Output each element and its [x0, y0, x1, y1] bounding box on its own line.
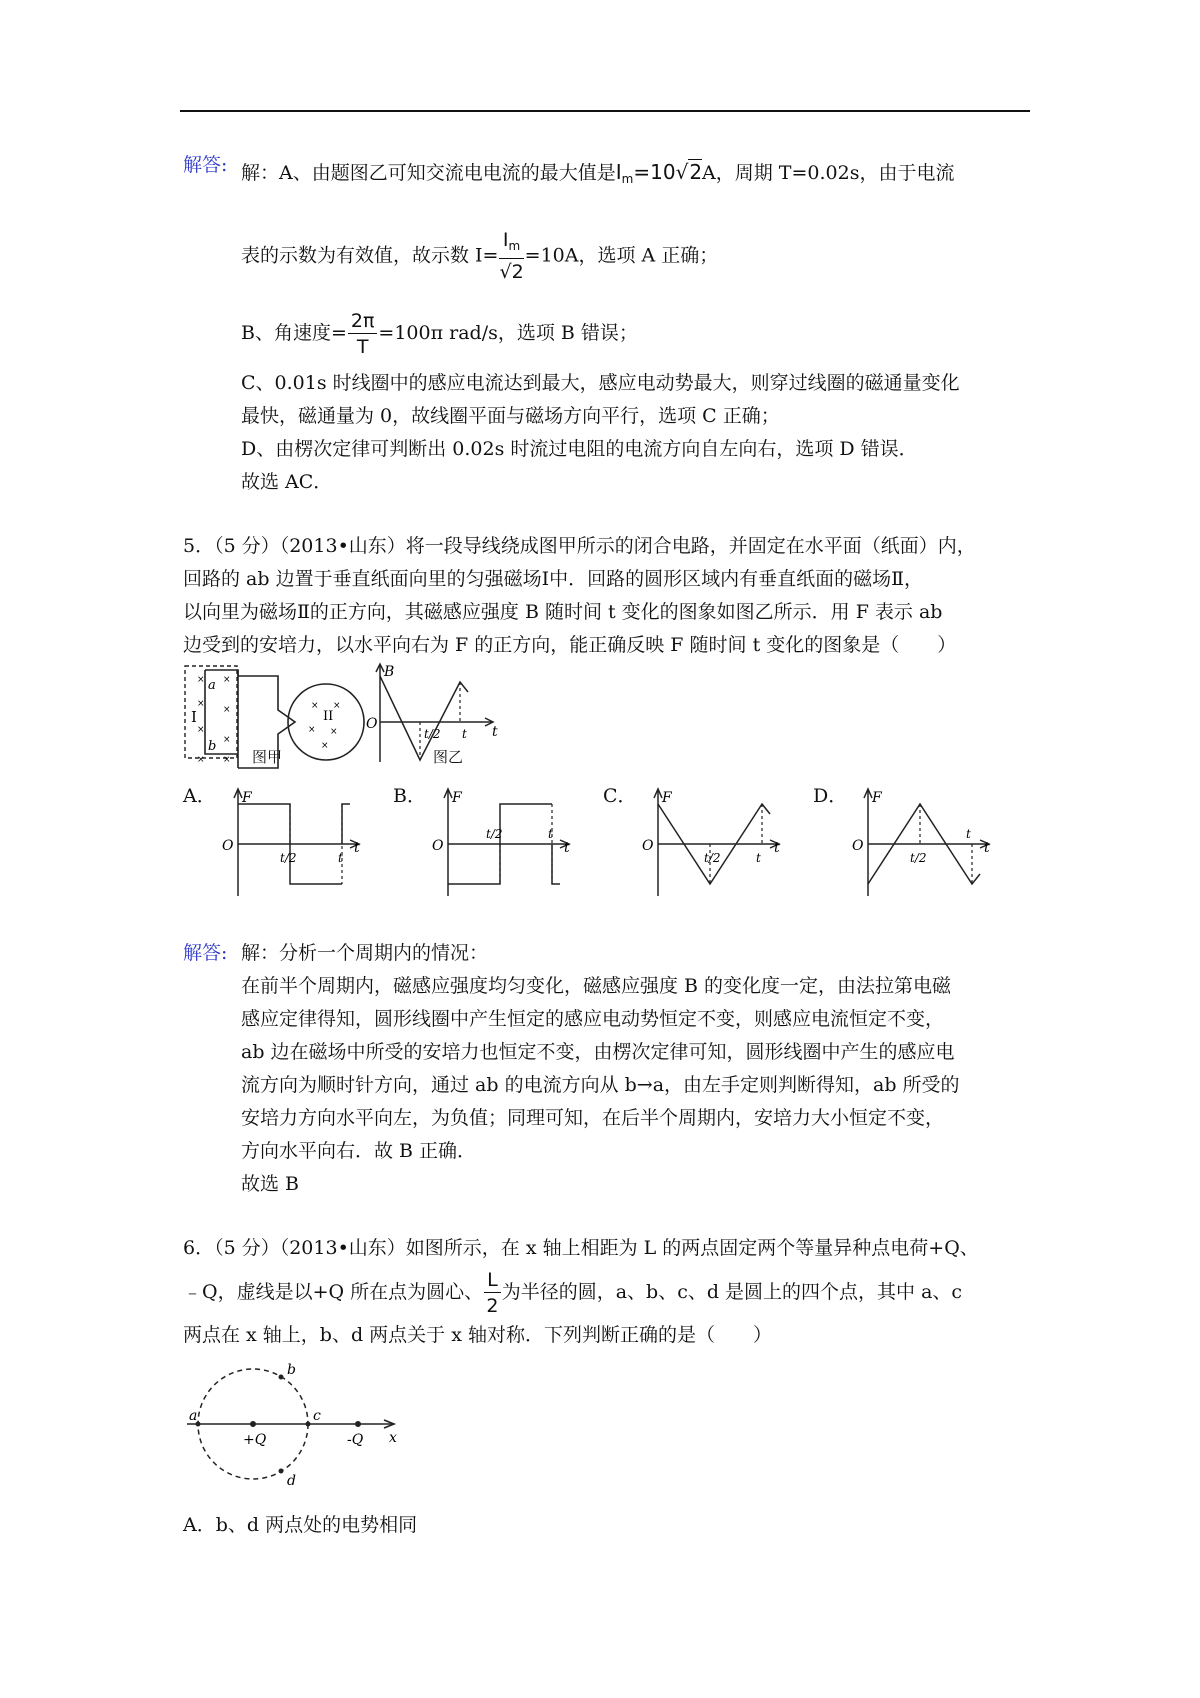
axis-b-label: B — [384, 664, 395, 680]
answer5-line8: 故选 B — [241, 1173, 300, 1195]
period-label: t — [966, 827, 971, 841]
half-period-label: t/2 — [910, 851, 927, 865]
option-b-letter: B． — [393, 785, 426, 807]
origin-label: O — [366, 716, 378, 732]
field-x-mark: × — [321, 741, 329, 751]
q5-line1: 5．（5 分）（2013•山东）将一段导线绕成图甲所示的闭合电路，并固定在水平面（纸面）内， — [183, 535, 976, 557]
half-period-label: t/2 — [280, 851, 297, 865]
answer5-line1: 解：分析一个周期内的情况： — [241, 942, 489, 964]
figure-yi-b-graph — [360, 662, 500, 770]
period-label: t — [548, 827, 553, 841]
q6-line2: ﹣Q，虚线是以+Q 所在点为圆心、 $\frac{L}{2}$ 为半径的圆，a、b、c、d 是圆上的四个点，其中 a、c — [183, 1268, 963, 1317]
axis-f-label: F — [662, 790, 672, 806]
answer4-line7: 故选 AC． — [241, 471, 333, 493]
option-c-letter: C． — [603, 785, 637, 807]
axis-t-label: t — [354, 840, 360, 856]
answer4-line4: C、0.01s 时线圈中的感应电流达到最大，感应电动势最大，则穿过线圈的磁通量变化 — [241, 372, 960, 394]
axis-x-label: x — [389, 1430, 397, 1446]
answer4-line1: 解：A、由题图乙可知交流电电流的最大值是$I_m=10√2A$，周期 T=0.02s，由于电流 — [241, 160, 955, 186]
answer5-line4: ab 边在磁场中所受的安培力也恒定不变，由楞次定律可知，圆形线圈中产生的感应电 — [241, 1041, 955, 1063]
option-a-graph — [218, 786, 368, 898]
answer5-line3: 感应定律得知，圆形线圈中产生恒定的感应电动势恒定不变，则感应电流恒定不变， — [241, 1008, 945, 1030]
answer4-line3: B、角速度= $\frac{2\pi}{T}$ =100π rad/s，选项 B 错误； — [241, 309, 638, 358]
answer5-label: 解答: — [183, 942, 228, 964]
field-x-mark: × — [311, 701, 319, 711]
option-d-graph — [848, 786, 998, 898]
origin-label: O — [852, 838, 864, 854]
field-x-mark: × — [223, 675, 231, 685]
point-b-label: b — [208, 739, 217, 754]
origin-label: O — [642, 838, 654, 854]
field-x-mark: × — [308, 725, 316, 735]
half-period-label: t/2 — [424, 727, 441, 741]
point-a-label: a — [208, 678, 216, 693]
answer4-line5: 最快，磁通量为 0，故线圈平面与磁场方向平行，选项 C 正确； — [241, 405, 780, 427]
q5-line2: 回路的 ab 边置于垂直纸面向里的匀强磁场Ⅰ中．回路的圆形区域内有垂直纸面的磁场Ⅱ， — [183, 568, 923, 590]
q5-line3: 以向里为磁场Ⅱ的正方向，其磁感应强度 B 随时间 t 变化的图象如图乙所示．用 F 表示 ab — [183, 601, 943, 623]
region-1-label: I — [191, 708, 197, 726]
header-rule — [180, 110, 1030, 112]
negative-charge-label: -Q — [347, 1432, 364, 1448]
answer4-line6: D、由楞次定律可判断出 0.02s 时流过电阻的电流方向自左向右，选项 D 错误． — [241, 438, 918, 460]
region-2-label: II — [323, 709, 334, 724]
period-label: t — [338, 851, 343, 865]
field-x-mark: × — [223, 735, 231, 745]
q6-line3: 两点在 x 轴上，b、d 两点关于 x 轴对称．下列判断正确的是（ ） — [183, 1324, 772, 1346]
answer5-line7: 方向水平向右．故 B 正确． — [241, 1140, 477, 1162]
field-x-mark: × — [197, 675, 205, 685]
axis-t-label: t — [564, 840, 570, 856]
option-c-graph — [638, 786, 788, 898]
axis-f-label: F — [242, 790, 252, 806]
period-label: t — [756, 851, 761, 865]
half-period-label: t/2 — [704, 851, 721, 865]
fraction-2pi-over-t: $\frac{2\pi}{T}$ — [348, 309, 378, 360]
positive-charge-label: +Q — [243, 1432, 267, 1448]
field-x-mark: × — [197, 755, 205, 765]
option-a-letter: A． — [183, 785, 216, 807]
axis-t-label: t — [492, 724, 498, 740]
origin-label: O — [432, 838, 444, 854]
field-x-mark: × — [333, 701, 341, 711]
q6-option-a: A．b、d 两点处的电势相同 — [183, 1514, 418, 1536]
point-d-label: d — [287, 1473, 296, 1489]
field-x-mark: × — [197, 699, 205, 709]
origin-label: O — [222, 838, 234, 854]
answer5-line5: 流方向为顺时针方向，通过 ab 的电流方向从 b→a，由左手定则判断得知，ab 所受的 — [241, 1074, 960, 1096]
field-x-mark: × — [223, 755, 231, 765]
axis-f-label: F — [452, 790, 462, 806]
axis-f-label: F — [872, 790, 882, 806]
period-label: t — [462, 727, 467, 741]
fraction-l-over-2: $\frac{L}{2}$ — [484, 1268, 501, 1319]
answer5-line6: 安培力方向水平向左，为负值；同理可知，在后半个周期内，安培力大小恒定不变， — [241, 1107, 945, 1129]
option-b-graph — [428, 786, 578, 898]
q5-line4: 边受到的安培力，以水平向右为 F 的正方向，能正确反映 F 随时间 t 变化的图象是（ ） — [183, 634, 957, 656]
field-x-mark: × — [197, 725, 205, 735]
answer5-line2: 在前半个周期内，磁感应强度均匀变化，磁感应强度 B 的变化度一定，由法拉第电磁 — [241, 975, 952, 997]
field-x-mark: × — [223, 705, 231, 715]
field-x-mark: × — [330, 727, 338, 737]
figure-charges — [183, 1360, 413, 1490]
figure-yi-caption: 图乙 — [433, 748, 464, 766]
answer4-line2: 表的示数为有效值，故示数 I= $\frac{I_m}{√2}$ =10A，选项 A 正确； — [241, 229, 719, 283]
axis-t-label: t — [984, 840, 990, 856]
point-b-label: b — [287, 1362, 296, 1378]
figure-jia-caption: 图甲 — [252, 748, 283, 766]
half-period-label: t/2 — [486, 827, 503, 841]
q6-line1: 6．（5 分）（2013•山东）如图所示，在 x 轴上相距为 L 的两点固定两个等量异种点电荷+Q、 — [183, 1237, 979, 1259]
point-a-label: a — [189, 1408, 198, 1424]
point-c-label: c — [313, 1408, 321, 1424]
answer4-label: 解答: — [183, 154, 228, 176]
fraction-im-over-root2: $\frac{I_m}{√2}$ — [499, 229, 524, 283]
option-d-letter: D． — [813, 785, 848, 807]
axis-t-label: t — [774, 840, 780, 856]
